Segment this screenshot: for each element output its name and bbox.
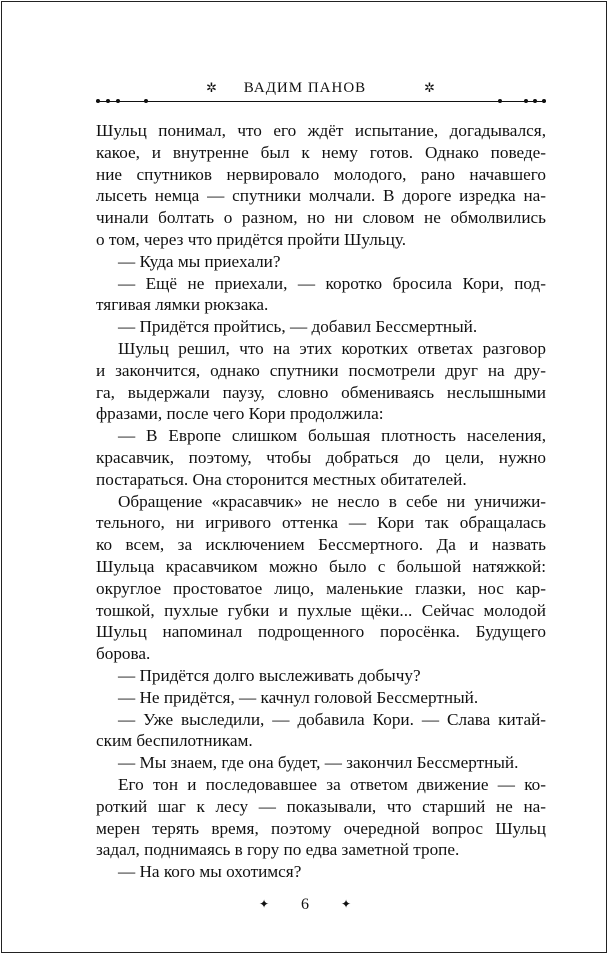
text-line: — Придётся пройтись, — добавил Бессмертный.: [118, 317, 478, 337]
text-line: борова.: [96, 644, 151, 664]
page-body-text: [96, 120, 546, 883]
text-line: задал, поднимаясь в гору по едва заметной тропе.: [96, 840, 460, 860]
text-line: красавчик, поэтому, чтобы добраться до цели, нужно: [96, 447, 546, 467]
text-line: мерен терять время, поэтому очередной вопрос Шульц: [96, 818, 546, 838]
text-line: — Уже выследили, — добавила Кори. — Слава китай-: [118, 709, 546, 729]
text-line: — В Европе слишком большая плотность населения,: [118, 426, 546, 446]
book-author-title: ВАДИМ ПАНОВ: [243, 80, 367, 96]
text-line: фразами, после чего Кори продолжила:: [96, 404, 384, 424]
header-rule: [96, 101, 546, 102]
text-line: — Не придётся, — качнул головой Бессмертный.: [118, 687, 479, 707]
rule-dot-icon: [542, 99, 546, 103]
text-line: лысеть немца — спутники молчали. В дороге изредка на-: [96, 186, 546, 206]
rule-dot-icon: [106, 99, 110, 103]
text-line: округлое простоватое лицо, маленькие глазки, нос кар-: [96, 578, 546, 598]
rule-dot-icon: [498, 99, 502, 103]
text-line: о том, через что придётся пройти Шульцу.: [96, 229, 406, 249]
star-ornament-icon: ✲: [424, 80, 436, 95]
text-line: Обращение «красавчик» не несло в себе ни уничижи-: [118, 491, 546, 511]
text-line: и закончится, однако спутники посмотрели друг на дру-: [96, 360, 546, 380]
text-line: — Куда мы приехали?: [118, 251, 281, 271]
running-header: [0, 78, 610, 100]
text-line: ко всем, за исключением Бессмертного. Да и назвать: [96, 535, 546, 555]
text-line: га, выдержали паузу, словно обмениваясь неслышными: [96, 382, 546, 402]
page-number: 6: [301, 896, 309, 913]
text-line: Его тон и последовавшее за ответом движение — ко-: [118, 774, 546, 794]
diamond-ornament-icon: ✦: [258, 897, 269, 911]
diamond-ornament-icon: ✦: [341, 897, 352, 911]
rule-dot-icon: [96, 99, 100, 103]
text-line: роткий шаг к лесу — показывали, что старший не на-: [96, 796, 546, 816]
text-line: — На кого мы охотимся?: [118, 862, 302, 882]
text-line: Шульца красавчиком можно было с большой натяжкой:: [96, 556, 546, 576]
text-line: Шульц напоминал подрощенного поросёнка. Будущего: [96, 622, 546, 642]
text-line: Шульц решил, что на этих коротких ответах разговор: [118, 338, 546, 358]
text-line: Шульц понимал, что его ждёт испытание, догадывался,: [96, 121, 546, 140]
text-line: — Придётся долго выслеживать добычу?: [118, 665, 421, 685]
text-line: тельного, ни игривого оттенка — Кори так обращалась: [96, 513, 546, 533]
text-line: — Ещё не приехали, — коротко бросила Кори, под-: [118, 273, 546, 293]
text-line: тягивая лямки рюкзака.: [96, 295, 269, 315]
text-line: тошкой, пухлые губки и пухлые щёки... Сейчас молодой: [96, 600, 546, 620]
rule-dot-icon: [533, 99, 537, 103]
text-line: ским беспилотникам.: [96, 731, 253, 751]
rule-dot-icon: [144, 99, 148, 103]
page-footer: [0, 896, 610, 914]
star-ornament-icon: ✲: [206, 80, 218, 95]
text-line: — Мы знаем, где она будет, — закончил Бессмертный.: [118, 753, 519, 773]
text-line: ние спутников нервировало молодого, рано начавшего: [96, 164, 546, 184]
rule-dot-icon: [116, 99, 120, 103]
text-line: чинали болтать о разном, но ни словом не обмолвились: [96, 208, 546, 228]
rule-dot-icon: [524, 99, 528, 103]
text-line: постараться. Она сторонится местных обитателей.: [96, 469, 467, 489]
text-line: какое, и внутренне был к нему готов. Однако поведе-: [96, 142, 546, 162]
